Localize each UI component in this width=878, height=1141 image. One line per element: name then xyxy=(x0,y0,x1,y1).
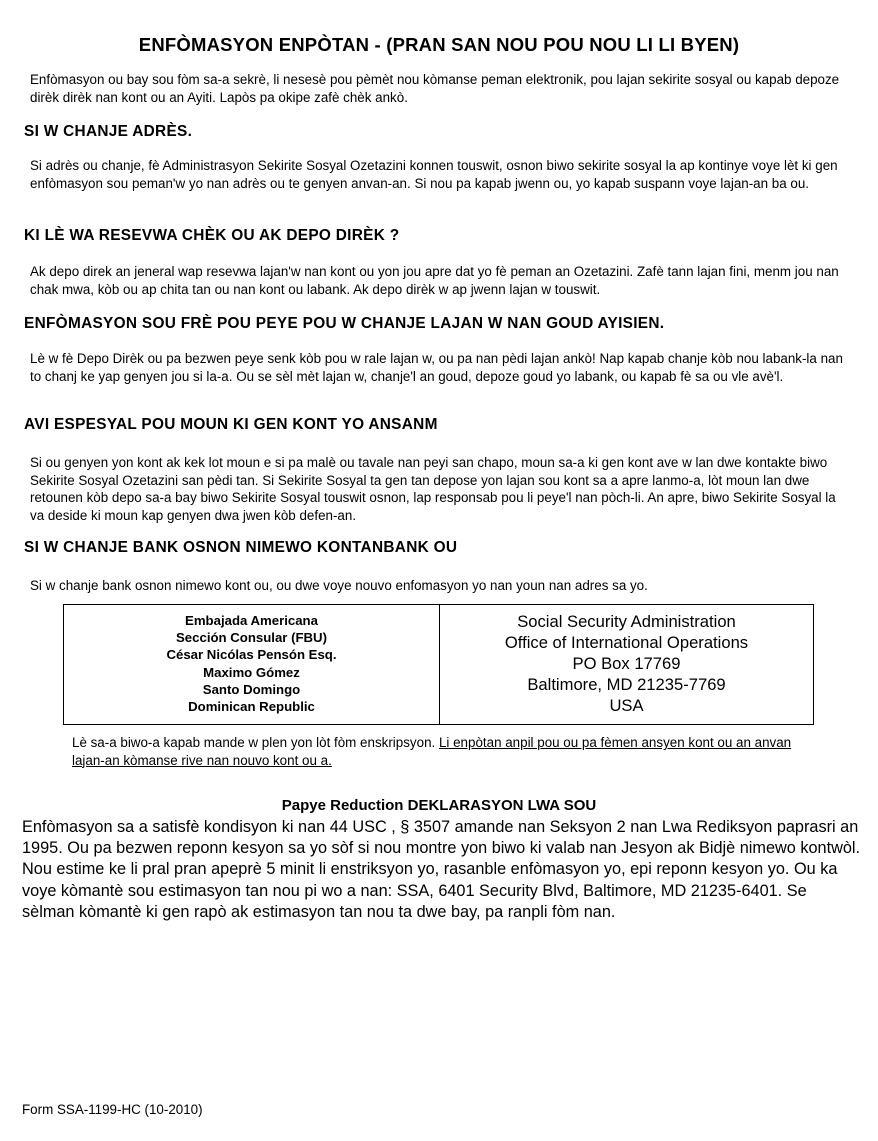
address-line: Baltimore, MD 21235-7769 xyxy=(527,675,726,694)
address-table xyxy=(63,604,814,725)
page-title: ENFÒMASYON ENPÒTAN - (PRAN SAN NOU POU NOU LI LI BYEN) xyxy=(138,34,740,55)
address-ssa xyxy=(440,605,813,724)
section-body-address-change: Si adrès ou chanje, fè Administrasyon Sekirite Sosyal Ozetazini konnen touswit, osnon biwo sekirite sosyal la ap kontinye voye lèt ki gen enfòmasyon sou peman'w yo nan adrès ou te genyen anvan-an. Si nou pa kapab jwenn ou, yo kapab suspann voye lajan-an ba ou. xyxy=(30,158,838,191)
section-heading-address-change: SI W CHANJE ADRÈS. xyxy=(24,123,193,140)
section-body-bank-change: Si w chanje bank osnon nimewo kont ou, ou dwe voye nouvo enfomasyon yo nan youn nan adres sa yo. xyxy=(30,578,648,593)
address-line: Social Security Administration xyxy=(517,612,736,631)
pra-title: Papye Reduction DEKLARASYON LWA SOU xyxy=(281,797,597,814)
section-body-when-receive: Ak depo direk an jeneral wap resevwa lajan'w nan kont ou yon jou apre dat yo fè peman an Ozetazini. Zafè tann lajan fini, menm jou nan chak mwa, kòb ou ap chita tan ou nan kont ou labank. Ak depo dirèk w ap jwenn lajan w touswit. xyxy=(30,264,839,297)
address-line: Dominican Republic xyxy=(188,699,315,715)
section-heading-exchange-fees: ENFÒMASYON SOU FRÈ POU PEYE POU W CHANJE LAJAN W NAN GOUD AYISIEN. xyxy=(24,315,665,332)
address-line: USA xyxy=(609,696,644,715)
section-heading-when-receive: KI LÈ WA RESEVWA CHÈK OU AK DEPO DIRÈK ? xyxy=(24,227,400,244)
address-embassy xyxy=(64,605,440,724)
intro-paragraph: Enfòmasyon ou bay sou fòm sa-a sekrè, li nesesè pou pèmèt nou kòmanse peman elektronik, pou lajan sekirite sosyal ou kapab depoze dirèk dirèk nan kont ou an Ayiti. Lapòs pa okipe zafè chèk ankò. xyxy=(30,72,840,105)
address-line: Embajada Americana xyxy=(185,613,318,628)
address-line: Santo Domingo xyxy=(202,681,301,697)
section-body-joint-accounts: Si ou genyen yon kont ak kek lot moun e si pa malè ou tavale nan peyi san chapo, moun sa-a ki gen kont ave w lan dwe kontakte biwo Sekirite Sosyal Ozetazini san pèdi tan. Si Sekirite Sosyal ta gen tan depose yon lajan sou kont sa a apre lanmo-a, lòt moun lan dwe retounen kòb depo sa-a bay biwo Sekirite Sosyal touswit osnon, lap responsab pou li peye'l nan pòch-li. An apre, biwo Sekirite Sosyal la va deside ki moun kap genyen dwa jwen kòb defen-an. xyxy=(30,455,836,523)
section-heading-joint-accounts: AVI ESPESYAL POU MOUN KI GEN KONT YO ANSANM xyxy=(24,416,438,433)
note-underlined-text: Li enpòtan anpil pou ou pa fèmen ansyen kont ou an anvan lajan-an kòmanse rive nan nouvo kont ou a. xyxy=(72,735,792,768)
enrollment-note xyxy=(72,734,812,769)
pra-body: Enfòmasyon sa a satisfè kondisyon ki nan 44 USC , § 3507 amande nan Seksyon 2 nan Lwa Rediksyon paprasri an 1995. Ou pa bezwen reponn kesyon sa yo sòf si nou montre yon biwo ki valab nan Jesyon ak Bidjè nimewo kontwòl. Nou estime ke li pral pran apeprè 5 minit li enstriksyon yo, rasanble enfòmasyon yo, epi reponn kesyon yo. Ou ka voye kòmantè sou estimasyon tan nou pi wo a nan: SSA, 6401 Security Blvd, Baltimore, MD 21235-6401. Se sèlman kòmantè ki gen rapò ak estimasyon tan nou ta dwe bay, pa ranpli fòm nan. xyxy=(22,818,861,921)
address-line: Office of International Operations xyxy=(504,633,749,652)
address-line: PO Box 17769 xyxy=(572,654,681,673)
address-line: Sección Consular (FBU) xyxy=(176,630,327,646)
section-body-exchange-fees: Lè w fè Depo Dirèk ou pa bezwen peye senk kòb pou w rale lajan w, ou pa nan pèdi lajan ankò! Nap kapab chanje kòb nou labank-la nan to chanj ke yap genyen jou si la-a. Ou se sèl mèt lajan w, chanje'l an goud, depoze goud yo labank, ou kapab fè sa ou vle avè'l. xyxy=(30,351,843,384)
section-heading-bank-change: SI W CHANJE BANK OSNON NIMEWO KONTANBANK OU xyxy=(24,539,458,556)
note-text: Lè sa-a biwo-a kapab mande w plen yon lòt fòm enskripsyon. xyxy=(72,735,439,750)
address-line: César Nicólas Pensón Esq. xyxy=(166,647,337,663)
address-line: Maximo Gómez xyxy=(203,664,300,680)
form-number: Form SSA-1199-HC (10-2010) xyxy=(22,1102,203,1117)
